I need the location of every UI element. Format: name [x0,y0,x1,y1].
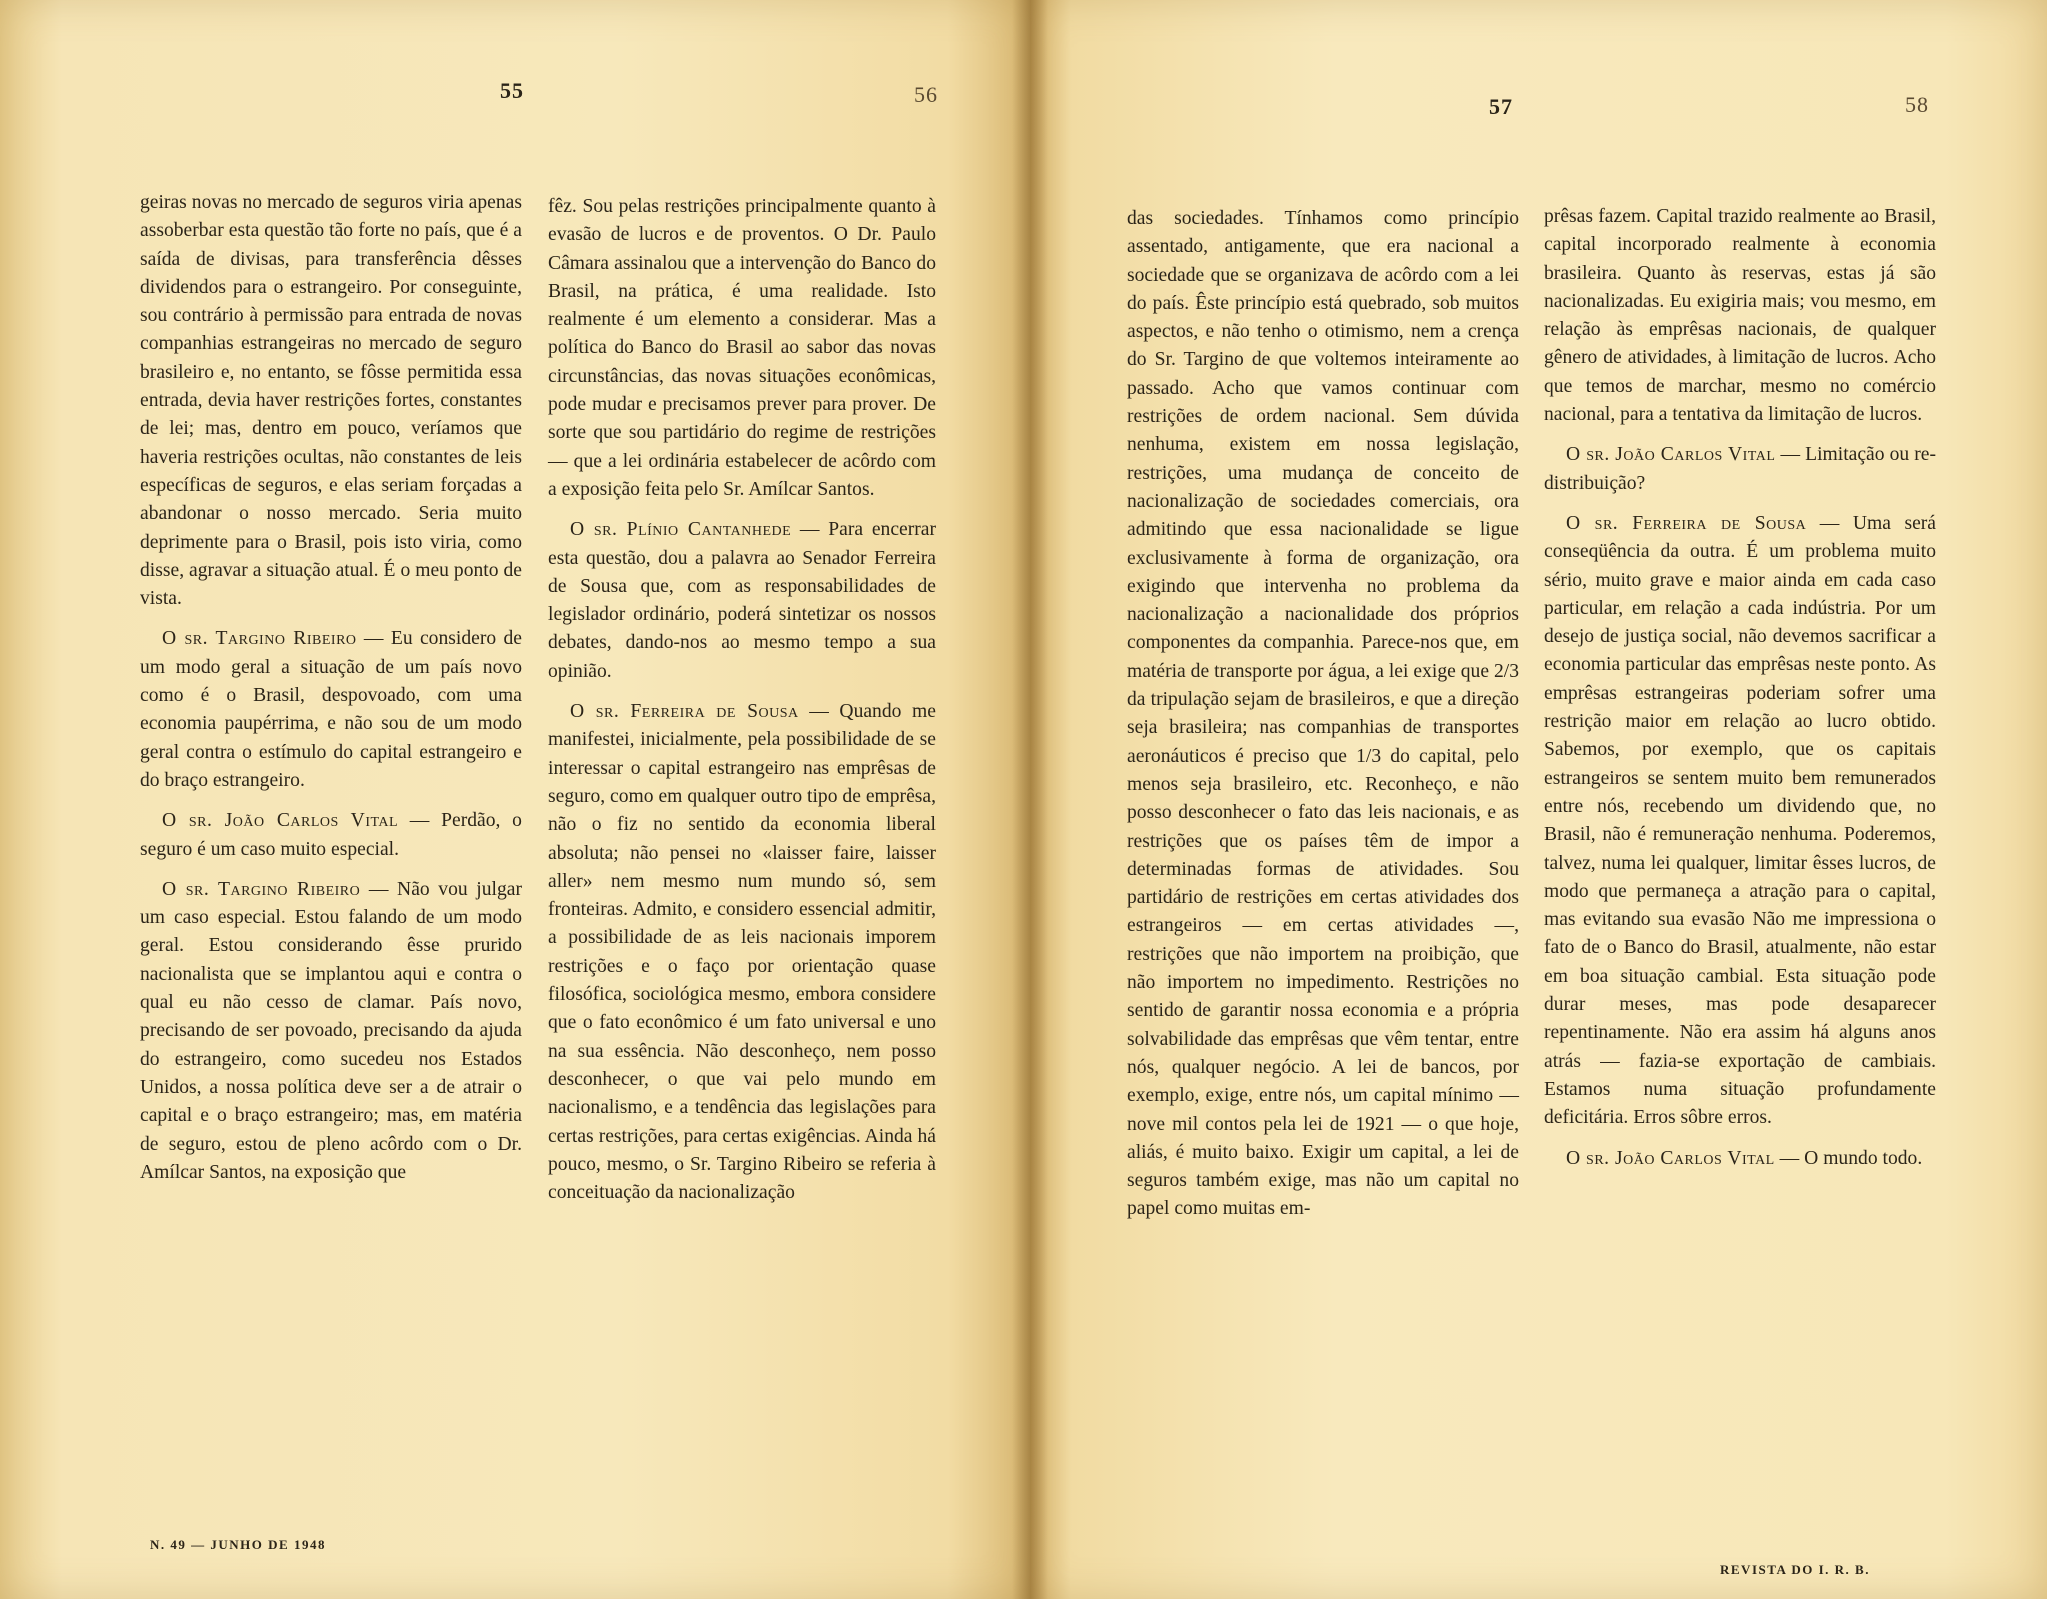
page-number: 57 [1489,94,1513,119]
paragraph-text: — Uma será conseqüência da outra. É um problema muito sério, muito grave e maior ainda em cada caso particular, em relação a cada indústria. Por um desejo de justiça social, não devemos sacrificar a economia particular das emprêsas neste ponto. As emprêsas estrangeiras poderiam sofrer uma restrição maior em relação ao lucro obtido. Sabemos, por exemplo, que os capitais estrangeiros se sentem muito bem remunerados entre nós, recebendo um dividendo que, no Brasil, não é remuneração nenhuma. Poderemos, talvez, numa lei qualquer, limitar êsses lucros, de modo que permaneça a atração para o capital, mas evitando sua evasão Não me impressiona o fato de o Banco do Brasil, atualmente, não estar em boa situação cambial. Esta situação pode durar meses, mas pode desaparecer repentinamente. Não era assim há alguns anos atrás — fazia-se exportação de cambiais. Estamos numa situação profundamente deficitária. Erros sôbre erros. [1544,512,1936,1129]
paragraph-text: — Não vou julgar um caso especial. Estou falando de um modo geral. Estou considerando êsse prurido nacionalista que se implantou aqui e contra o qual eu não cesso de clamar. País novo, precisando de ser povoado, precisando da ajuda do estrangeiro, como sucedeu nos Estados Unidos, a nossa política deve ser a de atrair o capital e o braço estrangeiro; mas, em matéria de seguro, estou de pleno acôrdo com o Dr. Amílcar Santos, na exposição que [140,878,522,1183]
speech-paragraph [548,698,936,1207]
paragraph-text: — Eu considero de um modo geral a situação de um país novo como é o Brasil, despovoado, com uma economia paupérrima, e não sou de um modo geral contra o estímulo do capital estrangeiro e do braço estrangeiro. [140,628,523,791]
speech-paragraph [1544,1145,1936,1173]
book-gutter [1012,0,1048,1599]
page-number: 55 [500,78,524,103]
speech-paragraph [140,625,522,795]
speaker-name: O sr. Ferreira de Sousa [570,701,799,723]
speech-paragraph [1544,510,1936,1133]
paragraph-text: — Limitação ou re-distribuição? [1544,444,1936,494]
paragraph-text: — Quando me manifestei, inicialmente, pela possibilidade de se interessar o capital estrangeiro nas emprêsas de seguro, como em qualquer outro tipo de emprêsa, não o fiz no sentido da economia liberal absoluta; não pensei no «laisser faire, laisser aller» nem mesmo num mundo só, sem fronteiras. Admito, e considero essencial admitir, a possibilidade de as leis nacionais imporem restrições e o faço por orientação quase filosófica, sociológica mesmo, embora considere que o fato econômico é um fato universal e uno na sua essência. Não desconheço, nem posso desconhecer, o que vai pelo mundo em nacionalismo, e a tendência das legislações para certas restrições, para certas exigências. Ainda há pouco, mesmo, o Sr. Targino Ribeiro se referia à conceituação da nacionalização [548,701,936,1204]
speech-paragraph [140,807,522,864]
speech-paragraph [1544,203,1936,429]
paragraph-text: — Para encerrar esta questão, dou a palavra ao Senador Ferreira de Sousa que, com as responsabilidades de legislador ordinário, poderá sintetizar os nossos debates, dando-nos ao mesmo tempo a sua opinião. [548,519,936,682]
speech-paragraph [548,516,936,686]
speaker-name: O sr. Plínio Cantanhede [570,519,792,541]
speaker-name: O sr. João Carlos Vital [1566,1147,1775,1169]
journal-footer: REVISTA DO I. R. B. [1720,1562,1870,1577]
text-column-page-57 [1127,205,1519,1236]
speaker-name: O sr. Targino Ribeiro [162,878,361,900]
speech-paragraph [548,193,936,504]
paragraph-text: — O mundo todo. [1774,1147,1923,1169]
speaker-name: O sr. João Carlos Vital [162,810,399,832]
speech-paragraph [1544,441,1936,498]
issue-footer: N. 49 — JUNHO DE 1948 [150,1537,326,1552]
page-number: 58 [1905,92,1929,117]
paragraph-text: fêz. Sou pelas restrições principalmente quanto à evasão de lucros e de proventos. O Dr. Paulo Câmara assinalou que a intervenção do Banco do Brasil, na prática, é uma realidade. Isto realmente é um elemento a considerar. Mas a política do Banco do Brasil ao sabor das novas circunstâncias, das novas situações econômicas, pode mudar e precisamos prever para prover. De sorte que sou partidário do regime de restrições — que a lei ordinária estabelecer de acôrdo com a exposição feita pelo Sr. Amílcar Santos. [548,196,936,500]
paragraph-text: das sociedades. Tínhamos como princípio assentado, antigamente, que era nacional a sociedade que se organizava de acôrdo com a lei do país. Êste princípio está quebrado, sob muitos aspectos, e não tenho o otimismo, nem a crença do Sr. Targino de que voltemos inteiramente ao passado. Acho que vamos continuar com restrições de ordem nacional. Sem dúvida nenhuma, existem em nossa legislação, restrições, uma mudança de conceito de nacionalização de sociedades comerciais, ora admitindo que essa nacionalidade se ligue exclusivamente à forma de organização, ora exigindo que intervenha no problema da nacionalização a nacionalidade dos próprios componentes da companhia. Parece-nos que, em matéria de transporte por água, a lei exige que 2/3 da tripulação sejam de brasileiros, e que a direção seja brasileira; nas companhias de transportes aeronáuticos é preciso que 1/3 do capital, pelo menos seja brasileiro, etc. Reconheço, e não posso desconhecer o fato das leis nacionais, e as restrições que os países têm de impor a determinadas formas de atividades. Sou partidário de restrições em certas atividades dos estrangeiros — em certas atividades —, restrições que não importem na proibição, que não importem no impedimento. Restrições no sentido de garantir nossa economia e a própria solvabilidade das emprêsas que vêm tentar, entre nós, qualquer negócio. A lei de bancos, por exemplo, exige, entre nós, um capital mínimo — nove mil contos pela lei de 1921 — o que hoje, aliás, é muito baixo. Exigir um capital, a lei de seguros também exige, mas não um capital no papel como muitas em- [1127,208,1519,1220]
text-column-page-55 [140,189,522,1199]
text-column-page-58 [1544,203,1936,1185]
paragraph-text: prêsas fazem. Capital trazido realmente ao Brasil, capital incorporado realmente à economia brasileira. Quanto às reservas, estas já são nacionalizadas. Eu exigiria mais; vou mesmo, em relação às emprêsas nacionais, de qualquer gênero de atividades, à limitação de lucros. Acho que temos de marchar, mesmo no comércio nacional, para a tentativa da limitação de lucros. [1544,206,1936,426]
speaker-name: O sr. Targino Ribeiro [162,628,357,650]
speech-paragraph [1127,205,1519,1224]
text-column-page-56 [548,193,936,1219]
speaker-name: O sr. Ferreira de Sousa [1566,512,1807,534]
speech-paragraph [140,876,522,1187]
speaker-name: O sr. João Carlos Vital [1566,444,1776,466]
page-number: 56 [914,82,938,107]
speech-paragraph [140,189,522,613]
paragraph-text: — Perdão, o seguro é um caso muito especial. [140,810,522,860]
paragraph-text: geiras novas no mercado de seguros viria apenas assoberbar esta questão tão forte no país, que é a saída de divisas, para transferência dêsses dividendos para o estrangeiro. Por conseguinte, sou contrário à permissão para entrada de novas companhias estrangeiras no mercado de seguro brasileiro e, no entanto, se fôsse permitida essa entrada, devia haver restrições fortes, constantes de lei; mas, dentro em pouco, veríamos que haveria restrições ocultas, não constantes de leis específicas de seguros, e elas seriam forçadas a abandonar o nosso mercado. Seria muito deprimente para o Brasil, pois isto viria, como disse, agravar a situação atual. É o meu ponto de vista. [140,192,522,610]
